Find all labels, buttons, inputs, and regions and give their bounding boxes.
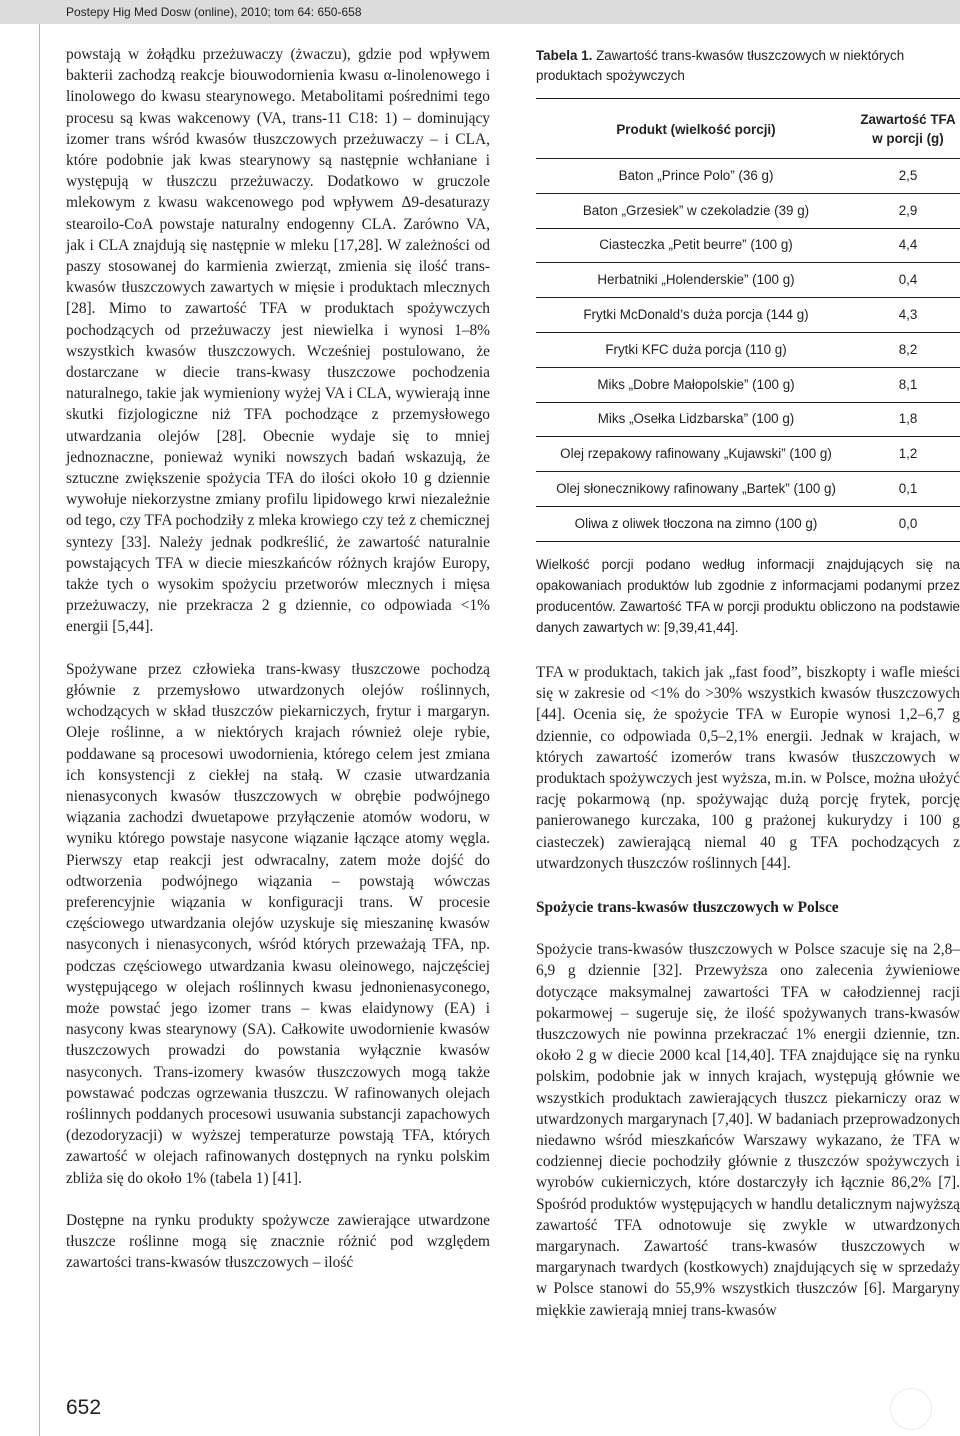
body-paragraph: powstają w żołądku przeżuwaczy (żwaczu), gdzie pod wpływem bakterii zachodzą reakcje biouwodornienia kwasu α-linolenowego i linolowego do kwasu stearynowego. Metabolitami pośrednimi tego procesu są kwas wakcenowy (VA, trans-11 C18: 1) – dominujący izomer trans wśród kwasów tłuszczowych przeżuwaczy – i CLA, które podobnie jak kwas stearynowy są następnie wchłaniane i występują w tłuszczu przeżuwaczy. Dodatkowo w gruczole mlekowym z kwasu wakcenowego pod wpływem Δ9-desaturazy stearoilo-CoA powstaje naturalny endogenny CLA. Zarówno VA, jak i CLA znajdują się następnie w mleku [17,28]. W zależności od paszy stosowanej do karmienia zwierząt, zmienia się ilość trans-kwasów tłuszczowych zawartych w mięsie i produktach mlecznych [28]. Mimo to zawartość TFA w produktach spożywczych pochodzących od przeżuwaczy jest niewielka i wynosi 1–8% wszystkich kwasów tłuszczowych. Wcześniej postulowano, że dostarczane w diecie trans-kwasy tłuszczowe pochodzenia naturalnego, takie jak wymieniony wyżej VA i CLA, wywierają inne skutki fizjologiczne niż TFA pochodzące z przemysłowego utwardzania olejów [28]. Obecnie wydaje się to mniej jednoznaczne, ponieważ wyniki nowszych badań wskazują, że sztuczne zwiększenie spożycia TFA do ilości około 10 g dziennie wywołuje niekorzystne zmiany profilu lipidowego krwi niezależnie od tego, czy TFA pochodziły z mleka krowiego czy też z chemicznej syntezy [33]. Należy jednak podkreślić, że zawartość naturalnie powstających TFA w diecie mieszkańców różnych krajów Europy, także tych o wysokim spożyciu przetworów mlecznych i mięsa przeżuwaczy, nie przekracza 2 g dziennie, co odpowiada <1% energii [5,44]. <box>66 46 490 636</box>
product-cell: Herbatniki „Holenderskie” (100 g) <box>536 263 856 298</box>
tfa-cell: 0,0 <box>856 506 960 541</box>
body-paragraph: TFA w produktach, takich jak „fast food”, biszkopty i wafle mieści się w zakresie od <1% do >30% wszystkich kwasów tłuszczowych [44]. Ocenia się, że spożycie TFA w Europie wynosi 1,2–6,7 g dziennie, co odpowiada 0,5–2,1% energii. Jednak w krajach, w których zawartość izomerów trans kwasów tłuszczowych w produktach spożywczych jest wyższa, m.in. w Polsce, można ułożyć rację pokarmową (np. spożywając dużą porcję frytek, porcję panierowanego kurczaka, 100 g prażonej kukurydzy i 100 g ciasteczek) zawierającą niemal 40 g TFA pochodzących z utwardzonych tłuszczów roślinnych [44]. <box>536 664 960 872</box>
tfa-cell: 0,4 <box>856 263 960 298</box>
product-cell: Miks „Osełka Lidzbarska” (100 g) <box>536 402 856 437</box>
body-paragraph: Dostępne na rynku produkty spożywcze zawierające utwardzone tłuszcze roślinne mogą się znacznie różnić pod względem zawartości trans-kwasów tłuszczowych – ilość <box>66 1211 490 1272</box>
page-number: 652 <box>66 1396 102 1419</box>
product-cell: Baton „Grzesiek” w czekoladzie (39 g) <box>536 193 856 228</box>
body-paragraph: Spożywane przez człowieka trans-kwasy tłuszczowe pochodzą głównie z przemysłowo utwardzonych olejów roślinnych, wchodzących w skład tłuszczów piekarniczych, frytur i margaryn. Oleje roślinne, a w niektórych krajach również oleje rybie, poddawane są procesowi uwodornienia, którego celem jest zmiana ich konsystencji z ciekłej na stałą. W czasie utwardzania nienasyconych kwasów tłuszczowych w obrębie podwójnego wiązania zachodzi dwuetapowe przyłączenie atomów wodoru, w wyniku którego powstaje nasycone wiązanie łączące atomy węgla. Pierwszy etap reakcji jest odwracalny, zatem może dojść do odtworzenia podwójnego wiązania – powstają wówczas preferencyjnie wiązania w konfiguracji trans. W procesie częściowego utwardzania olejów uzyskuje się mieszaninę kwasów nasyconych i nienasyconych, wśród których przeważają TFA, np. podczas częściowego utwardzania kwasu oleinowego, najczęściej występującego w olejach roślinnych kwasu jednonienasyconego, może powstać jego izomer trans – kwas elaidynowy (EA) i nasycony kwas stearynowy (SA). Całkowite uwodornienie kwasów tłuszczowych prowadzi do powstania wyłącznie kwasów nasyconych. Trans-izomery kwasów tłuszczowych mogą także powstawać podczas ogrzewania tłuszczu. W rafinowanych olejach roślinnych poddanych procesowi usuwania substancji zapachowych (dezodoryzacji) w wyższej temperaturze powstają TFA, których zawartość w olejach rafinowanych dostępnych na rynku polskim zbliża się do około 1% (tabela 1) [41]. <box>66 660 490 1187</box>
left-column <box>66 44 490 1273</box>
tfa-cell: 2,9 <box>856 193 960 228</box>
tfa-cell: 1,2 <box>856 437 960 472</box>
tfa-cell: 4,4 <box>856 228 960 263</box>
column-header-tfa: Zawartość TFA w porcji (g) <box>856 99 960 159</box>
product-cell: Olej słonecznikowy rafinowany „Bartek” (100 g) <box>536 472 856 507</box>
table-row <box>536 193 960 228</box>
product-cell: Miks „Dobre Małopolskie” (100 g) <box>536 367 856 402</box>
table-row <box>536 228 960 263</box>
product-cell: Frytki McDonald’s duża porcja (144 g) <box>536 298 856 333</box>
product-cell: Baton „Prince Polo” (36 g) <box>536 159 856 194</box>
publisher-watermark-icon <box>890 1388 932 1430</box>
tfa-table <box>536 98 960 542</box>
product-cell: Frytki KFC duża porcja (110 g) <box>536 332 856 367</box>
tfa-cell: 8,2 <box>856 332 960 367</box>
column-header-product: Produkt (wielkość porcji) <box>536 99 856 159</box>
tfa-cell: 8,1 <box>856 367 960 402</box>
table-row <box>536 367 960 402</box>
running-header <box>0 0 960 24</box>
table-row <box>536 263 960 298</box>
table-caption <box>536 46 960 86</box>
tfa-cell: 0,1 <box>856 472 960 507</box>
body-paragraph: Spożycie trans-kwasów tłuszczowych w Polsce szacuje się na 2,8–6,9 g dziennie [32]. Przewyższa ono zalecenia żywieniowe dotyczące maksymalnej zawartości TFA w całodziennej racji pokarmowej – sugeruje się, że ilość spożywanych trans-kwasów tłuszczowych nie powinna przekraczać 1% energii dziennie, tzn. około 2 g w diecie 2000 kcal [14,40]. TFA znajdujące się na rynku polskim, podobnie jak w innych krajach, występują głównie we wszystkich produktach zawierających tłuszcz piekarniczy oraz w utwardzonych margarynach [7,40]. W badaniach przeprowadzonych niedawno wśród mieszkańców Warszawy wykazano, że TFA w codziennej diecie pochodziły głównie z tłuszczów spożywczych i wyrobów cukierniczych, które dostarczyły ich łącznie 86,2% [7]. Spośród produktów występujących w handlu detalicznym najwyższą zawartość TFA odnotowuje się zwykle w utwardzonych margarynach. Zawartość trans-kwasów tłuszczowych w margarynach twardych (kostkowych) znajdujących się w sprzedaży w Polsce stanowi do 55,9% wszystkich tłuszczów [6]. Margaryny miękkie zawierają mniej trans-kwasów <box>536 941 960 1319</box>
table-caption-text: Zawartość trans-kwasów tłuszczowych w niektórych produktach spożywczych <box>536 48 905 83</box>
right-column <box>536 662 960 1321</box>
tfa-cell: 2,5 <box>856 159 960 194</box>
table-1 <box>536 46 960 651</box>
table-row <box>536 506 960 541</box>
tfa-cell: 1,8 <box>856 402 960 437</box>
margin-rule <box>39 24 40 1436</box>
product-cell: Ciasteczka „Petit beurre” (100 g) <box>536 228 856 263</box>
table-label: Tabela 1. <box>536 48 593 63</box>
table-row <box>536 159 960 194</box>
table-header-row <box>536 99 960 159</box>
table-row <box>536 298 960 333</box>
table-row <box>536 472 960 507</box>
table-row <box>536 332 960 367</box>
product-cell: Olej rzepakowy rafinowany „Kujawski” (100 g) <box>536 437 856 472</box>
table-note: Wielkość porcji podano według informacji znajdujących się na opakowaniach produktów lub zgodnie z informacjami podanymi przez producentów. Zawartość TFA w porcji produktu obliczono na podstawie danych zawartych w: [9,39,41,44]. <box>536 556 960 635</box>
table-row <box>536 402 960 437</box>
tfa-cell: 4,3 <box>856 298 960 333</box>
table-row <box>536 437 960 472</box>
product-cell: Oliwa z oliwek tłoczona na zimno (100 g) <box>536 506 856 541</box>
section-heading: Spożycie trans-kwasów tłuszczowych w Polsce <box>536 899 839 917</box>
running-title: Postepy Hig Med Dosw (online), 2010; tom 64: 650-658 <box>66 5 362 19</box>
